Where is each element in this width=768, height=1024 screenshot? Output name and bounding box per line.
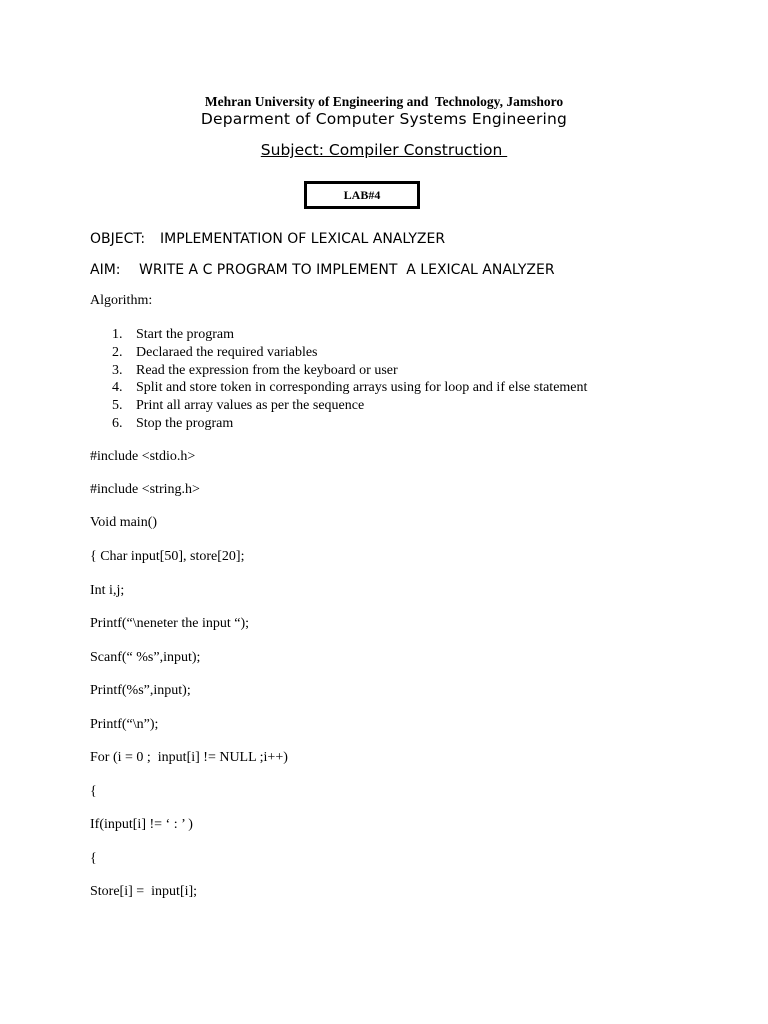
university-name: Mehran University of Engineering and Technology, Jamshoro — [204, 94, 564, 109]
lab-number-label: LAB#4 — [343, 187, 381, 202]
lab-number-box — [304, 181, 420, 209]
list-item: 1. Start the program — [112, 327, 234, 342]
list-item: 4. Split and store token in corresponding arrays using for loop and if else statement — [112, 380, 588, 396]
code-line: #include <stdio.h> — [90, 449, 196, 464]
code-line: Void main() — [90, 515, 158, 530]
code-line: Scanf(“ %s”,input); — [90, 650, 201, 665]
code-line: #include <string.h> — [90, 482, 200, 497]
list-item: 5. Print all array values as per the sequence — [112, 398, 365, 414]
aim-text: WRITE A C PROGRAM TO IMPLEMENT A LEXICAL ANALYZER — [139, 262, 555, 278]
aim-line — [90, 262, 555, 278]
code-line: Printf(%s”,input); — [90, 683, 191, 698]
object-text: IMPLEMENTATION OF LEXICAL ANALYZER — [160, 231, 446, 247]
code-line: Printf(“\neneter the input “); — [90, 616, 249, 631]
code-line: Store[i] = input[i]; — [90, 884, 198, 899]
code-line: { Char input[50], store[20]; — [90, 549, 245, 564]
aim-label: AIM: — [90, 262, 121, 278]
subject-title: Subject: Compiler Construction — [260, 141, 508, 159]
object-line — [90, 231, 445, 247]
code-line: { — [90, 851, 97, 866]
code-line: For (i = 0 ; input[i] != NULL ;i++) — [90, 750, 288, 765]
code-line: { — [90, 784, 97, 799]
code-line: Printf(“\n”); — [90, 717, 159, 732]
object-label: OBJECT: — [90, 231, 146, 247]
code-line: If(input[i] != ‘ : ’ ) — [90, 817, 193, 832]
code-line: Int i,j; — [90, 583, 125, 598]
department-name: Deparment of Computer Systems Engineering — [200, 110, 568, 128]
list-item: 2. Declaraed the required variables — [112, 344, 318, 360]
algorithm-heading: Algorithm: — [90, 293, 153, 308]
list-item: 6. Stop the program — [112, 415, 234, 431]
algorithm-list — [112, 326, 587, 433]
list-item: 3. Read the expression from the keyboard or user — [112, 362, 398, 378]
